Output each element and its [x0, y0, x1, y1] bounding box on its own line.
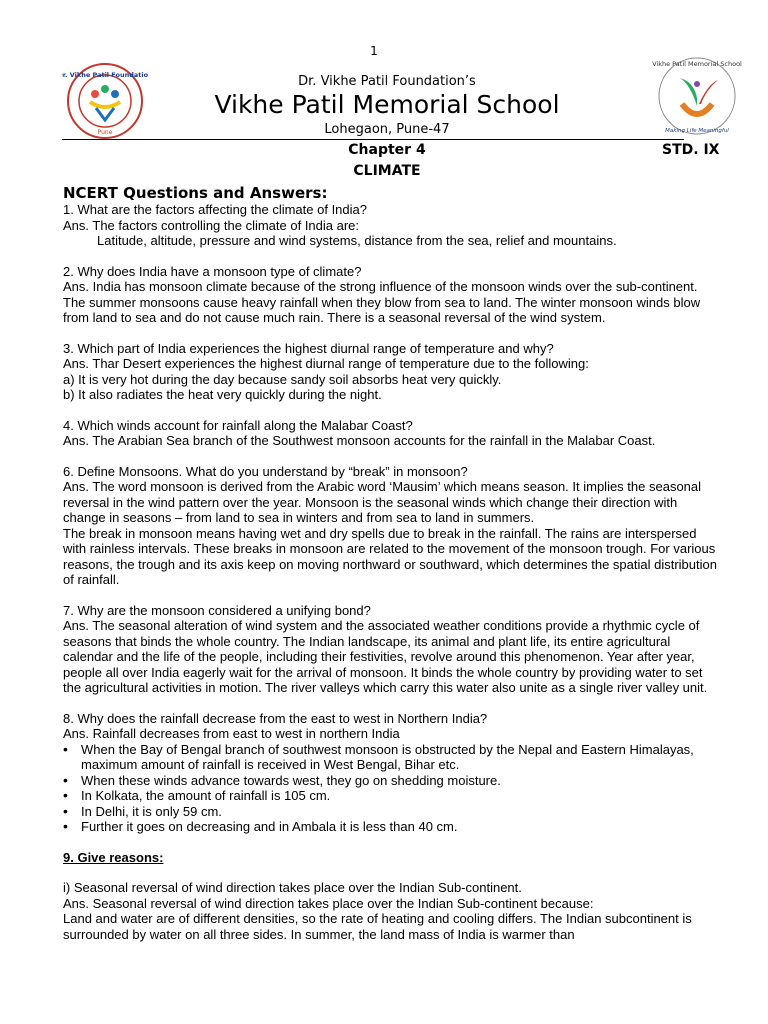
- answer-1-detail: Latitude, altitude, pressure and wind systems, distance from the sea, relief and mountains.: [97, 233, 617, 248]
- list-item: • When these winds advance towards west, they go on shedding moisture.: [63, 773, 723, 789]
- question-1: 1. What are the factors affecting the climate of India?: [63, 202, 367, 217]
- answer-6: Ans. The word monsoon is derived from the Arabic word ‘Mausim’ which means season. It implies the seasonal reversal in the wind pattern over the year. Monsoon is the seasonal winds which change their direction with change in seasons – from land to sea in winters and from sea to land in summers.: [63, 479, 702, 525]
- svg-text:Vikhe Patil Memorial School: Vikhe Patil Memorial School: [652, 60, 742, 68]
- answer-3b: b) It also radiates the heat very quickly during the night.: [63, 387, 382, 402]
- question-7: 7. Why are the monsoon considered a unifying bond?: [63, 602, 371, 618]
- foundation-logo-icon: [62, 62, 148, 140]
- answer-4: Ans. The Arabian Sea branch of the Southwest monsoon accounts for the rainfall in the Malabar Coast.: [63, 433, 656, 448]
- std-label: STD. IX: [662, 142, 720, 158]
- question-9-heading: 9. Give reasons:: [63, 849, 164, 865]
- answer-2: Ans. India has monsoon climate because of the strong influence of the monsoon winds over the sub-continent. The summer monsoons cause heavy rainfall when they blow from sea to land. The winter monsoon winds blow from land to sea and do not cause much rain. There is a seasonal reversal of the wind system.: [63, 279, 701, 325]
- question-4: 4. Which winds account for rainfall along the Malabar Coast?: [63, 417, 413, 433]
- answer-8: Ans. Rainfall decreases from east to west in northern India: [63, 726, 400, 741]
- answer-9-i: Ans. Seasonal reversal of wind direction takes place over the Indian Sub-continent because:: [63, 895, 594, 911]
- list-item: • In Kolkata, the amount of rainfall is 105 cm.: [63, 788, 723, 804]
- letterhead: [62, 60, 742, 140]
- svg-text:Pune: Pune: [97, 129, 113, 136]
- chapter-label: Chapter 4: [348, 142, 426, 158]
- list-item: • When the Bay of Bengal branch of southwest monsoon is obstructed by the Nepal and Eastern Himalayas, maximum amount of rainfall is received in West Bengal, Bihar etc.: [63, 742, 723, 773]
- answer-3a: a) It is very hot during the day because sandy soil absorbs heat very quickly.: [63, 371, 502, 387]
- document-body: [63, 184, 723, 942]
- page-number: 1: [370, 44, 378, 58]
- question-9-i: i) Seasonal reversal of wind direction takes place over the Indian Sub-continent.: [63, 880, 522, 895]
- question-8: 8. Why does the rainfall decrease from the east to west in Northern India?: [63, 710, 488, 726]
- question-3: 3. Which part of India experiences the highest diurnal range of temperature and why?: [63, 340, 554, 356]
- answer-1: Ans. The factors controlling the climate of India are:: [63, 217, 360, 233]
- section-title: NCERT Questions and Answers:: [63, 184, 328, 202]
- answer-7: Ans. The seasonal alteration of wind system and the associated weather conditions provide a rhythmic cycle of seasons that binds the whole country. The Indian landscape, its animal and plant life, its entire agricultural calendar and the life of the people, including their festivities, revolve around this phenomenon. Year after year, people all over India eagerly wait for the arrival of monsoon. It binds the whole country by providing water to set the agricultural activities in motion. The river valleys which carry this water also unite as a single river valley unit.: [63, 618, 708, 695]
- foundation-name: Dr. Vikhe Patil Foundation’s: [298, 74, 476, 89]
- school-location: Lohegaon, Pune-47: [324, 122, 450, 137]
- header-rule: [62, 139, 684, 140]
- svg-text:Making Life Meaningful: Making Life Meaningful: [665, 128, 729, 134]
- school-name: Vikhe Patil Memorial School: [214, 90, 560, 119]
- svg-text:Dr. Vikhe Patil Foundation: Dr. Vikhe Patil Foundation: [62, 71, 148, 79]
- answer-6-break: The break in monsoon means having wet and dry spells due to break in the rainfall. The rains are interspersed with rainless intervals. These breaks in monsoon are related to the movement of the monsoon trough. For various reasons, the trough and its axis keep on moving northward or southward, which determines the spatial distribution of rainfall.: [63, 525, 717, 587]
- document-title: CLIMATE: [353, 163, 421, 179]
- list-item: • In Delhi, it is only 59 cm.: [63, 804, 723, 820]
- answer-3: Ans. Thar Desert experiences the highest diurnal range of temperature due to the following:: [63, 356, 589, 371]
- school-logo-icon: [652, 54, 742, 134]
- answer-8-bullets: [63, 742, 723, 835]
- list-item: • Further it goes on decreasing and in Ambala it is less than 40 cm.: [63, 819, 723, 835]
- question-2: 2. Why does India have a monsoon type of climate?: [63, 263, 362, 279]
- answer-9-i-detail: Land and water are of different densities, so the rate of heating and cooling differs. The Indian subcontinent is surrounded by water on all three sides. In summer, the land mass of India is warmer than: [63, 911, 692, 942]
- question-6: 6. Define Monsoons. What do you understand by “break” in monsoon?: [63, 463, 468, 479]
